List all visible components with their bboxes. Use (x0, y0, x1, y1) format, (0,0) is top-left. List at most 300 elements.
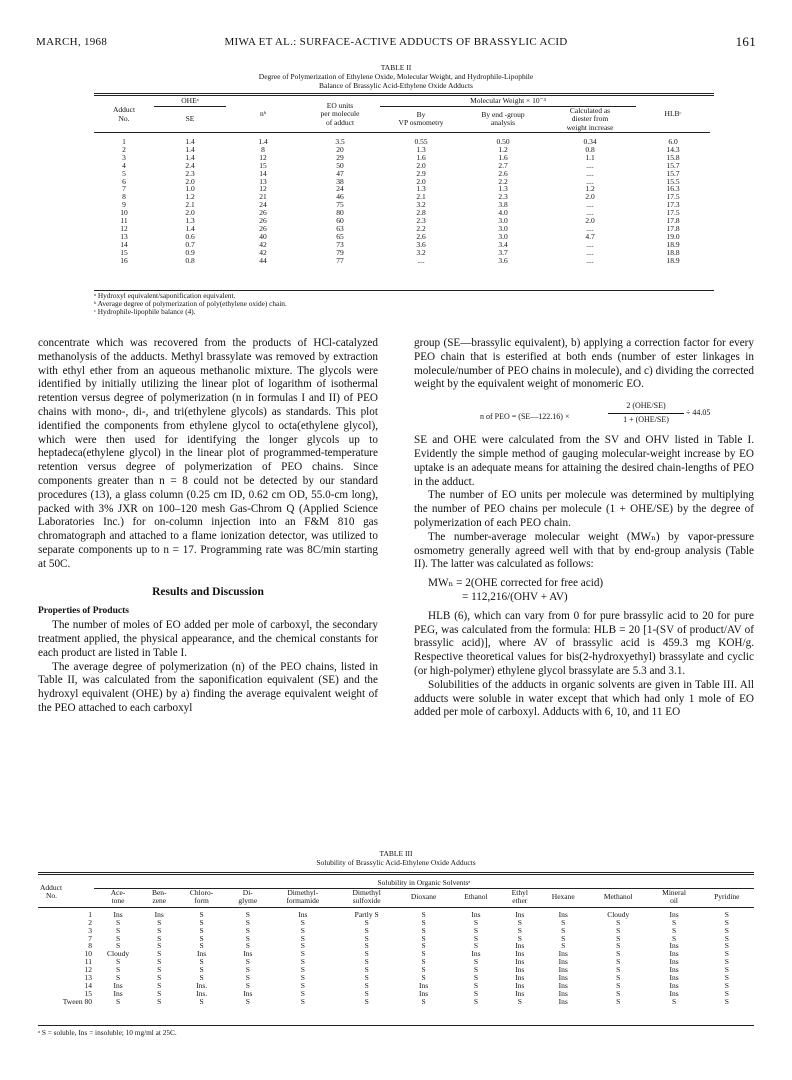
table-cell: 0.7 (185, 239, 195, 249)
table-cell: S (245, 933, 250, 943)
table-cell: 15.7 (666, 168, 680, 178)
table-row (38, 982, 754, 990)
table-cell: 42 (259, 239, 267, 249)
table-cell: Ins (669, 973, 679, 983)
table-cell: S (199, 909, 204, 919)
table-row (38, 927, 754, 935)
table-cell: 65 (336, 231, 344, 241)
table-cell: S (616, 933, 621, 943)
table-cell: S (300, 965, 305, 975)
table-cell: 3.4 (498, 239, 508, 249)
table-cell: 9 (122, 200, 126, 210)
t3-column-header: Ethanol (464, 891, 488, 901)
t3-column-header: Mineral oil (662, 888, 686, 905)
t3-column-header: Ben- zene (151, 888, 167, 905)
t3-column-header: Methanol (603, 891, 633, 901)
table-cell: .... (586, 160, 594, 170)
table-cell: S (421, 941, 426, 951)
table-cell: 4.7 (585, 231, 595, 241)
table3-top-rule-2 (38, 874, 754, 875)
table-cell: S (364, 957, 369, 967)
table-cell: S (199, 996, 204, 1006)
table-cell: 3.0 (498, 231, 508, 241)
table-cell: 0.55 (414, 137, 428, 146)
table-cell: 29 (336, 152, 344, 162)
table-cell: S (561, 925, 566, 935)
table-cell: Ins (113, 988, 123, 998)
table-cell: 15 (120, 247, 128, 257)
table-cell: S (364, 941, 369, 951)
table-cell: S (724, 996, 729, 1006)
table-cell: S (473, 980, 478, 990)
table-cell: S (364, 925, 369, 935)
table-cell: S (421, 925, 426, 935)
table-cell: S (671, 925, 677, 935)
table-cell: 6 (122, 176, 126, 186)
table-cell: 0.6 (185, 231, 195, 241)
table-cell: S (473, 933, 478, 943)
table-cell: 1.3 (416, 144, 426, 154)
table-cell: Ins (298, 909, 308, 919)
table-cell: 1.3 (416, 184, 426, 194)
table-cell: 75 (336, 200, 344, 210)
table-cell: 12 (259, 152, 267, 162)
table-cell: S (473, 965, 478, 975)
table-cell: S (616, 949, 621, 959)
table-cell: S (561, 917, 566, 927)
t2-head-adduct: Adduct No. (112, 105, 136, 123)
table2-top-rule (94, 93, 714, 94)
table-row (94, 257, 714, 265)
table-cell: S (724, 917, 729, 927)
table-cell: S (473, 917, 478, 927)
table-row (38, 942, 754, 950)
table-cell: .... (586, 247, 594, 257)
table-cell: Ins (669, 988, 679, 998)
table-cell: S (300, 933, 305, 943)
table-cell: S (616, 941, 621, 951)
table-cell: Tween 80 (62, 996, 92, 1006)
table-cell: Partly S (354, 909, 379, 919)
table-cell: Ins (515, 957, 525, 967)
table-cell: 2 (88, 917, 92, 927)
table-cell: S (245, 965, 250, 975)
t2-head-ohe: OHEᵃ (181, 96, 199, 105)
table-cell: 21 (259, 192, 267, 202)
table-cell: 63 (336, 223, 344, 233)
table-cell: S (517, 996, 522, 1006)
t2-head-eo: EO units per molecule of adduct (320, 100, 360, 127)
table-cell: S (724, 957, 729, 967)
t3-column-header: Dimethyl sulfoxide (352, 888, 381, 905)
table-cell: 1.3 (185, 216, 195, 226)
table-cell: .... (417, 255, 425, 265)
table-cell: S (199, 973, 204, 983)
table-cell: 12 (84, 965, 92, 975)
table-cell: 4 (122, 160, 126, 170)
t2-footnote-b: ᵇ Average degree of polymerization of poly(ethylene oxide) chain. (94, 299, 287, 309)
table-cell: 2.7 (498, 160, 508, 170)
table-row (38, 950, 754, 958)
table-cell: Ins (558, 980, 568, 990)
table-cell: S (421, 965, 426, 975)
table-cell: S (421, 949, 426, 959)
eq-numerator: 2 (OHE/SE) (608, 399, 684, 414)
table-cell: 18.9 (666, 255, 680, 265)
table-cell: Ins (558, 949, 568, 959)
header-title: MIWA ET AL.: SURFACE-ACTIVE ADDUCTS OF BRASSYLIC ACID (224, 36, 568, 48)
table-cell: 14 (84, 980, 92, 990)
table-cell: S (364, 996, 369, 1006)
table-cell: S (300, 988, 305, 998)
table-cell: 2.0 (585, 216, 595, 226)
table-cell: 1.2 (498, 144, 508, 154)
table-cell: Ins (558, 973, 568, 983)
t3-head-group: Solubility in Organic Solventsᵃ (94, 877, 754, 889)
table2-footnotes (94, 292, 287, 317)
table-cell: 0.8 (585, 144, 595, 154)
table-cell: 24 (336, 184, 344, 194)
eq2-line1: MWₙ = 2(OHE corrected for free acid) (428, 577, 604, 590)
table-cell: S (157, 965, 162, 975)
table-row (38, 935, 754, 943)
table-cell: S (157, 957, 162, 967)
table-cell: 15.5 (666, 176, 680, 186)
table-cell: 1.2 (185, 192, 195, 202)
table-cell: 1.0 (185, 184, 195, 194)
table-row (38, 990, 754, 998)
table-cell: 17.8 (666, 223, 680, 233)
t2-head-calc: Calculated as diester from weight increase (566, 105, 614, 132)
t2-head-hlb: HLBᶜ (664, 109, 682, 119)
table-cell: 13 (84, 973, 92, 983)
t3-column-header: Di- glyme (238, 888, 258, 905)
table-cell: Ins (113, 980, 123, 990)
table-cell: 1.4 (185, 137, 195, 146)
table-cell: S (199, 957, 204, 967)
table-cell: .... (586, 255, 594, 265)
table-cell: .... (586, 239, 594, 249)
table-cell: 1.4 (185, 223, 195, 233)
table-cell: Ins (515, 973, 525, 983)
t2-head-mw: Molecular Weight × 10⁻³ (380, 97, 636, 106)
table-cell: Ins (669, 909, 679, 919)
table-cell: 40 (259, 231, 267, 241)
equation-mw (428, 577, 754, 605)
table-cell: S (364, 980, 369, 990)
table-cell: S (616, 957, 621, 967)
table-cell: Ins (471, 949, 481, 959)
table-cell: 3 (88, 925, 92, 935)
page-number: 161 (735, 34, 756, 49)
table-cell: Ins (558, 957, 568, 967)
table-cell: 17.5 (666, 208, 680, 218)
table-cell: S (421, 909, 426, 919)
table-row (38, 974, 754, 982)
table-cell: Ins (515, 941, 525, 951)
table-cell: 14 (120, 239, 128, 249)
table-cell: 15.8 (666, 152, 680, 162)
table-cell: Ins (558, 965, 568, 975)
table-cell: 1.2 (585, 184, 595, 194)
table-cell: 2.0 (185, 176, 195, 186)
table-cell: 18.8 (666, 247, 680, 257)
table-cell: S (245, 973, 250, 983)
table-cell: S (300, 980, 305, 990)
t2-head-vpo: By VP osmometry (398, 109, 444, 128)
table-cell: Ins (113, 909, 123, 919)
table-cell: 26 (259, 223, 267, 233)
table-cell: 19.0 (666, 231, 680, 241)
table-cell: 24 (259, 200, 267, 210)
table-cell: S (157, 925, 162, 935)
table-cell: S (421, 996, 426, 1006)
table-cell: S (616, 917, 621, 927)
table-cell: 11 (84, 957, 92, 967)
table-cell: 14 (259, 168, 267, 178)
table3-bottom-rule (38, 1025, 754, 1026)
equation-n-of-peo (414, 398, 754, 428)
table-cell: S (724, 925, 729, 935)
table-cell: S (199, 941, 204, 951)
table-cell: 12 (259, 184, 267, 194)
table-cell: S (300, 925, 305, 935)
table-cell: 11 (120, 216, 128, 226)
table-cell: 10 (84, 949, 92, 959)
table-cell: S (115, 917, 121, 927)
table-cell: S (115, 996, 121, 1006)
table-cell: S (724, 980, 729, 990)
table-cell: 2.1 (416, 192, 426, 202)
t2-footnote-a: ᵃ Hydroxyl equivalent/saponification equivalent. (94, 291, 236, 300)
table-cell: 44 (259, 255, 267, 265)
table-cell: Ins (669, 965, 679, 975)
table-cell: S (724, 965, 729, 975)
table-cell: Ins (669, 980, 679, 990)
right-para-4: The number-average molecular weight (MWₙ) by vapor-pressure osmometry generally agreed well with that by end-group analysis (Table II). The latter was calculated as follows: (414, 530, 754, 571)
table-cell: 3.2 (416, 247, 426, 257)
table-cell: S (473, 941, 478, 951)
table-cell: 13 (259, 176, 267, 186)
t3-column-header: Chloro- form (189, 888, 214, 905)
table-cell: Ins (419, 988, 429, 998)
table-cell: S (157, 941, 162, 951)
table-cell: 42 (259, 247, 267, 257)
table-cell: S (115, 965, 121, 975)
table3-top-rule (38, 872, 754, 873)
table-cell: 1.6 (416, 152, 426, 162)
table2 (94, 97, 714, 265)
running-header (36, 36, 756, 52)
table-row (38, 919, 754, 927)
table-cell: S (616, 965, 621, 975)
table-cell: 1.3 (498, 184, 508, 194)
table-cell: 2.4 (185, 160, 195, 170)
table-cell: 18.9 (666, 239, 680, 249)
table-cell: Ins (243, 988, 253, 998)
table-cell: S (561, 941, 566, 951)
table-cell: 2 (122, 144, 126, 154)
table-cell: 13 (120, 231, 128, 241)
table-cell: Ins (669, 957, 679, 967)
table2-caption (0, 63, 792, 90)
table-cell: .... (586, 208, 594, 218)
table-cell: S (157, 917, 162, 927)
table-cell: 3.2 (416, 200, 426, 210)
eq-lhs: n of PEO = (SE—122.16) × (480, 412, 570, 422)
table-row (38, 958, 754, 966)
table-row (38, 911, 754, 919)
right-column (414, 337, 754, 720)
table-cell: 0.34 (583, 137, 597, 146)
table-cell: S (300, 957, 305, 967)
right-para-6: Solubilities of the adducts in organic solvents are given in Table III. All adducts were soluble in water except that which had only 1 mole of EO added per mole of carboxyl. Adducts with 6, 10, and 11 EO (414, 678, 754, 719)
table-cell: S (616, 996, 621, 1006)
table-cell: S (115, 925, 121, 935)
table-cell: 2.6 (416, 231, 426, 241)
table-cell: S (157, 933, 162, 943)
table-cell: Cloudy (607, 909, 630, 919)
table-cell: S (616, 973, 621, 983)
table-cell: S (245, 980, 250, 990)
table3-title: Solubility of Brassylic Acid-Ethylene Oxide Adducts (316, 858, 476, 867)
table3-caption (0, 849, 792, 867)
table-cell: 8 (261, 144, 265, 154)
table-cell: S (517, 917, 522, 927)
table-cell: 1.4 (258, 137, 268, 146)
table-cell: Ins (669, 941, 679, 951)
left-para-3: The average degree of polymerization (n) of the PEO chains, listed in Table II, was calculated from the saponification equivalent (SE) and the hydroxyl equivalent (OHE) by a) finding the average equivalent weight of the PEO attached to each carboxyl (38, 660, 378, 714)
table-cell: S (199, 917, 204, 927)
table-cell: 17.5 (666, 192, 680, 202)
table-cell: 2.1 (185, 200, 195, 210)
table-cell: Ins (197, 949, 207, 959)
table-cell: 2.2 (416, 223, 426, 233)
table-cell: S (364, 917, 369, 927)
table-cell: S (364, 949, 369, 959)
table-cell: Ins (558, 988, 568, 998)
table-cell: 50 (336, 160, 344, 170)
table-cell: 2.9 (416, 168, 426, 178)
table-cell: S (421, 933, 426, 943)
right-para-5: HLB (6), which can vary from 0 for pure brassylic acid to 20 for pure PEG, was calculated from the formula: HLB = 20 [1-(SV of product/AV of brassylic acid)], where AV of brassylic acid is 459.3 mg KOH/g. Respective theoretical values for bis(2-hydroxyethyl) brassylate and cyclic (or high-polymer) ethylene glycol brassylate are 5.3 and 3.1. (414, 609, 754, 677)
table-cell: 2.0 (585, 192, 595, 202)
table-cell: 38 (336, 176, 344, 186)
table-cell: S (616, 925, 621, 935)
table-cell: S (300, 996, 305, 1006)
table-cell: S (115, 957, 121, 967)
t3-column-header: Hexane (551, 891, 575, 901)
table-cell: 0.50 (496, 137, 510, 146)
table-cell: S (245, 941, 250, 951)
table-cell: 3.6 (416, 239, 426, 249)
t2-head-endgroup: By end -group analysis (481, 109, 525, 128)
table-cell: 2.3 (185, 168, 195, 178)
table-cell: S (364, 965, 369, 975)
table-cell: S (724, 973, 729, 983)
t3-body (38, 911, 754, 1006)
table-cell: S (364, 988, 369, 998)
table-cell: S (671, 917, 677, 927)
table-cell: 0.9 (185, 247, 195, 257)
table-cell: S (473, 973, 478, 983)
table-cell: Ins (515, 965, 525, 975)
table-cell: S (616, 980, 621, 990)
left-para-1: concentrate which was recovered from the products of HCl-catalyzed methanolysis of the adducts. Methyl brassylate was removed by extraction with ethyl ether from an aqueous methanolic mixture. The glycols were identified by initially utilizing the linear plot of logarithm of isothermal retention versus degree of polymerization (n in formulas I and II) of PEO chains with mono-, di-, and tri(ethylene glycols) as standards. This plot identified the components from ethylene glycol to octa(ethylene glycol), which were then used for identifying the longer glycols up to heptadeca(ethylene glycol) in the linear plot of programmed-temperature retention versus degree of polymerization of PEO chains. Since components greater than n = 8 could not be detected by our standard procedures (13), a glass column (0.25 cm ID, 0.62 cm OD, 55.0-cm long), packed with 3% JXR on 100–120 mesh Gas-Chrom Q (Applied Science Laboratories Inc.) for on-column injection into an F&M 810 gas chromatograph and attached to a flame ionization detector, was utilized to separate components up to n = 17. Programming rate was 8C/min starting at 50C. (38, 337, 378, 570)
table-cell: 2.8 (416, 208, 426, 218)
table-cell: 7 (122, 184, 126, 194)
right-para-3: The number of EO units per molecule was determined by multiplying the number of PEO chains per molecule (1 + OHE/SE) by the degree of polymerization of each PEO chain. (414, 489, 754, 529)
table-cell: 79 (336, 247, 344, 257)
table-cell: Ins. (196, 988, 208, 998)
table-cell: 17.8 (666, 216, 680, 226)
table-cell: 12 (120, 223, 128, 233)
t2-head-n: nᵇ (259, 109, 267, 119)
table-cell: S (199, 933, 204, 943)
table-cell: S (616, 988, 621, 998)
table-cell: S (421, 973, 426, 983)
table-cell: S (157, 973, 162, 983)
table-cell: S (671, 996, 677, 1006)
table-cell: Ins (154, 909, 164, 919)
table-cell: S (245, 996, 250, 1006)
table-cell: 3.7 (498, 247, 508, 257)
table3 (38, 877, 754, 1006)
t3-column-header: Ace- tone (110, 888, 126, 905)
table2-title-line2: Balance of Brassylic Acid-Ethylene Oxide Adducts (319, 81, 473, 90)
table-cell: Cloudy (107, 949, 130, 959)
table-cell: Ins (515, 949, 525, 959)
table-cell: .... (586, 200, 594, 210)
table3-label: TABLE III (379, 849, 413, 858)
table-cell: 1 (122, 137, 126, 146)
table-cell: 14.3 (666, 144, 680, 154)
table-cell: S (245, 909, 250, 919)
table-cell: .... (586, 168, 594, 178)
table-cell: S (421, 957, 426, 967)
table-row (38, 966, 754, 974)
table-cell: Ins (558, 996, 568, 1006)
table-cell: S (115, 973, 121, 983)
section-heading: Results and Discussion (152, 585, 264, 598)
t2-body (94, 138, 714, 265)
table-cell: S (671, 933, 677, 943)
table-cell: 77 (336, 255, 344, 265)
table2-label: TABLE II (380, 63, 412, 72)
t3-column-headers (38, 889, 754, 905)
table-cell: 26 (259, 208, 267, 218)
table-cell: 1.4 (185, 144, 195, 154)
table-cell: 1.4 (185, 152, 195, 162)
left-para-2: The number of moles of EO added per mole of carboxyl, the secondary treatment applied, the physical appearance, and the chemical constants for each product are listed in Table I. (38, 619, 378, 659)
table-cell: S (517, 925, 522, 935)
t3-head-adduct: Adduct No. (40, 883, 63, 900)
table-cell: 15.7 (666, 160, 680, 170)
table-cell: Ins. (196, 980, 208, 990)
table-cell: S (473, 996, 478, 1006)
table-cell: Ins (515, 909, 525, 919)
table-cell: 15 (259, 160, 267, 170)
table-row (38, 998, 754, 1006)
table-cell: 2.3 (498, 192, 508, 202)
table-cell: S (724, 941, 729, 951)
table-cell: S (364, 933, 369, 943)
table-cell: 47 (336, 168, 344, 178)
table-cell: Ins (515, 988, 525, 998)
table-cell: Ins (558, 909, 568, 919)
table-cell: 8 (122, 192, 126, 202)
table-cell: 10 (120, 208, 128, 218)
